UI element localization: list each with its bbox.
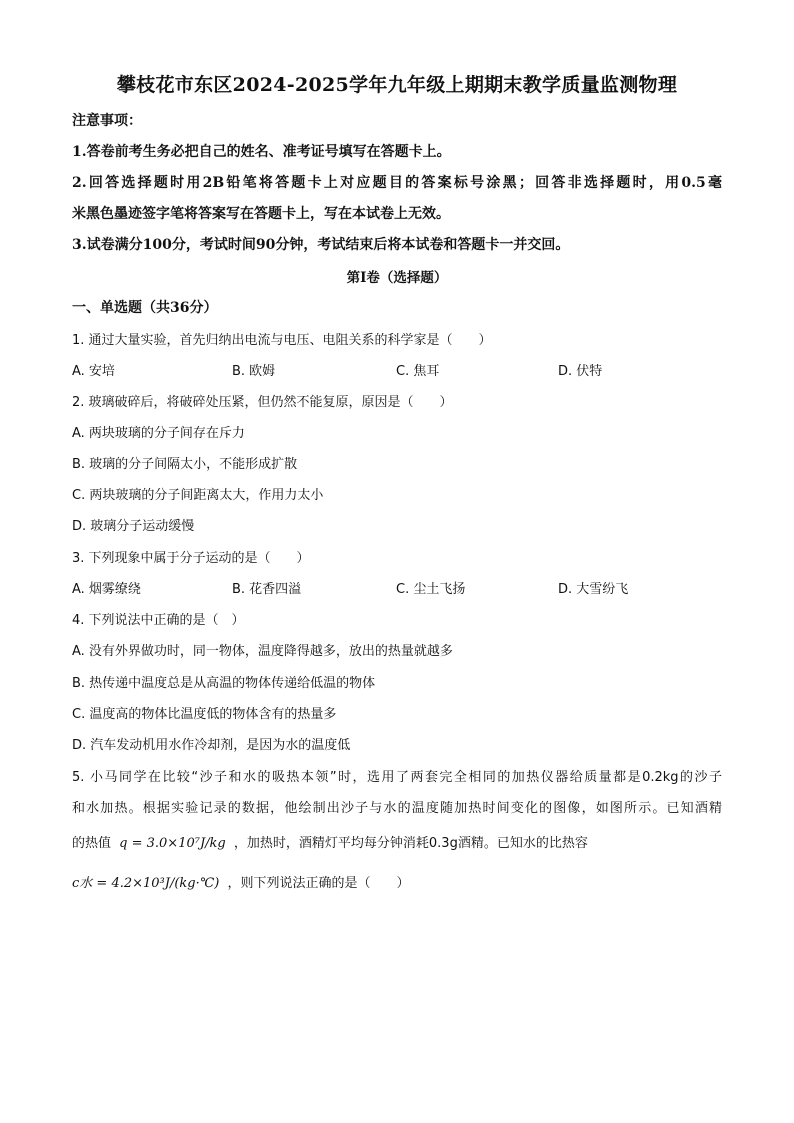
question-5-text-heat-value: 的热值 [72,836,112,851]
question-1-option-c: C. 焦耳 [396,364,440,379]
notice-item-2: 2.回答选择题时用2B铅笔将答题卡上对应题目的答案标号涂黑；回答非选择题时，用0.5毫 [72,175,722,191]
exam-title: 攀枝花市东区2024-2025学年九年级上期期末教学质量监测物理 [116,74,678,96]
question-2-option-c: C. 两块玻璃的分子间距离太大，作用力太小 [72,488,324,503]
question-1-option-d: D. 伏特 [558,364,603,379]
question-4-option-a: A. 没有外界做功时，同一物体，温度降得越多，放出的热量就越多 [72,644,453,659]
question-3-stem: 3. 下列现象中属于分子运动的是（ ） [72,551,310,566]
part-title: 第Ⅰ卷（选择题） [346,270,448,286]
question-4-stem: 4. 下列说法中正确的是（ ） [72,613,245,628]
question-5-line-4 [72,872,410,891]
notice-heading: 注意事项： [72,113,142,129]
section-title: 一、单选题（共36分） [72,300,218,316]
question-2-stem: 2. 玻璃破碎后，将破碎处压紧，但仍然不能复原，原因是（ ） [72,395,453,410]
question-3-option-d: D. 大雪纷飞 [558,582,629,597]
question-3-option-a: A. 烟雾缭绕 [72,582,141,597]
notice-item-1: 1.答卷前考生务必把自己的姓名、准考证号填写在答题卡上。 [72,144,451,160]
question-1-stem: 1. 通过大量实验，首先归纳出电流与电压、电阻关系的科学家是（ ） [72,333,492,348]
question-4-option-d: D. 汽车发动机用水作冷却剂，是因为水的温度低 [72,738,351,753]
question-5-line-1: 5. 小马同学在比较“沙子和水的吸热本领”时，选用了两套完全相同的加热仪器给质量都是0.2kg的沙子 [72,770,722,785]
question-5-line-2: 和水加热。根据实验记录的数据，他绘制出沙子与水的温度随加热时间变化的图像，如图所示。已知酒精 [72,801,722,816]
question-3-option-b: B. 花香四溢 [232,582,302,597]
question-5-line-3 [72,832,722,851]
notice-item-3: 3.试卷满分100分，考试时间90分钟，考试结束后将本试卷和答题卡一并交回。 [72,237,570,253]
question-1-option-b: B. 欧姆 [232,364,276,379]
question-5-formula-q: q = 3.0×10⁷J/kg [119,836,226,851]
question-1-option-a: A. 安培 [72,364,115,379]
question-4-option-c: C. 温度高的物体比温度低的物体含有的热量多 [72,707,337,722]
notice-item-2-cont: 米黑色墨迹签字笔将答案写在答题卡上，写在本试卷上无效。 [72,206,450,222]
question-5-formula-c: c水 = 4.2×10³J/(kg·℃) [72,876,220,891]
question-2-option-d: D. 玻璃分子运动缓慢 [72,519,195,534]
question-5-text-prompt: ，则下列说法正确的是（ ） [227,876,410,891]
question-3-option-c: C. 尘土飞扬 [396,582,466,597]
question-4-option-b: B. 热传递中温度总是从高温的物体传递给低温的物体 [72,676,376,691]
question-2-option-a: A. 两块玻璃的分子间存在斥力 [72,426,245,441]
question-2-option-b: B. 玻璃的分子间隔太小，不能形成扩散 [72,457,298,472]
question-5-text-alcohol: ，加热时，酒精灯平均每分钟消耗0.3g酒精。已知水的比热容 [233,836,588,851]
